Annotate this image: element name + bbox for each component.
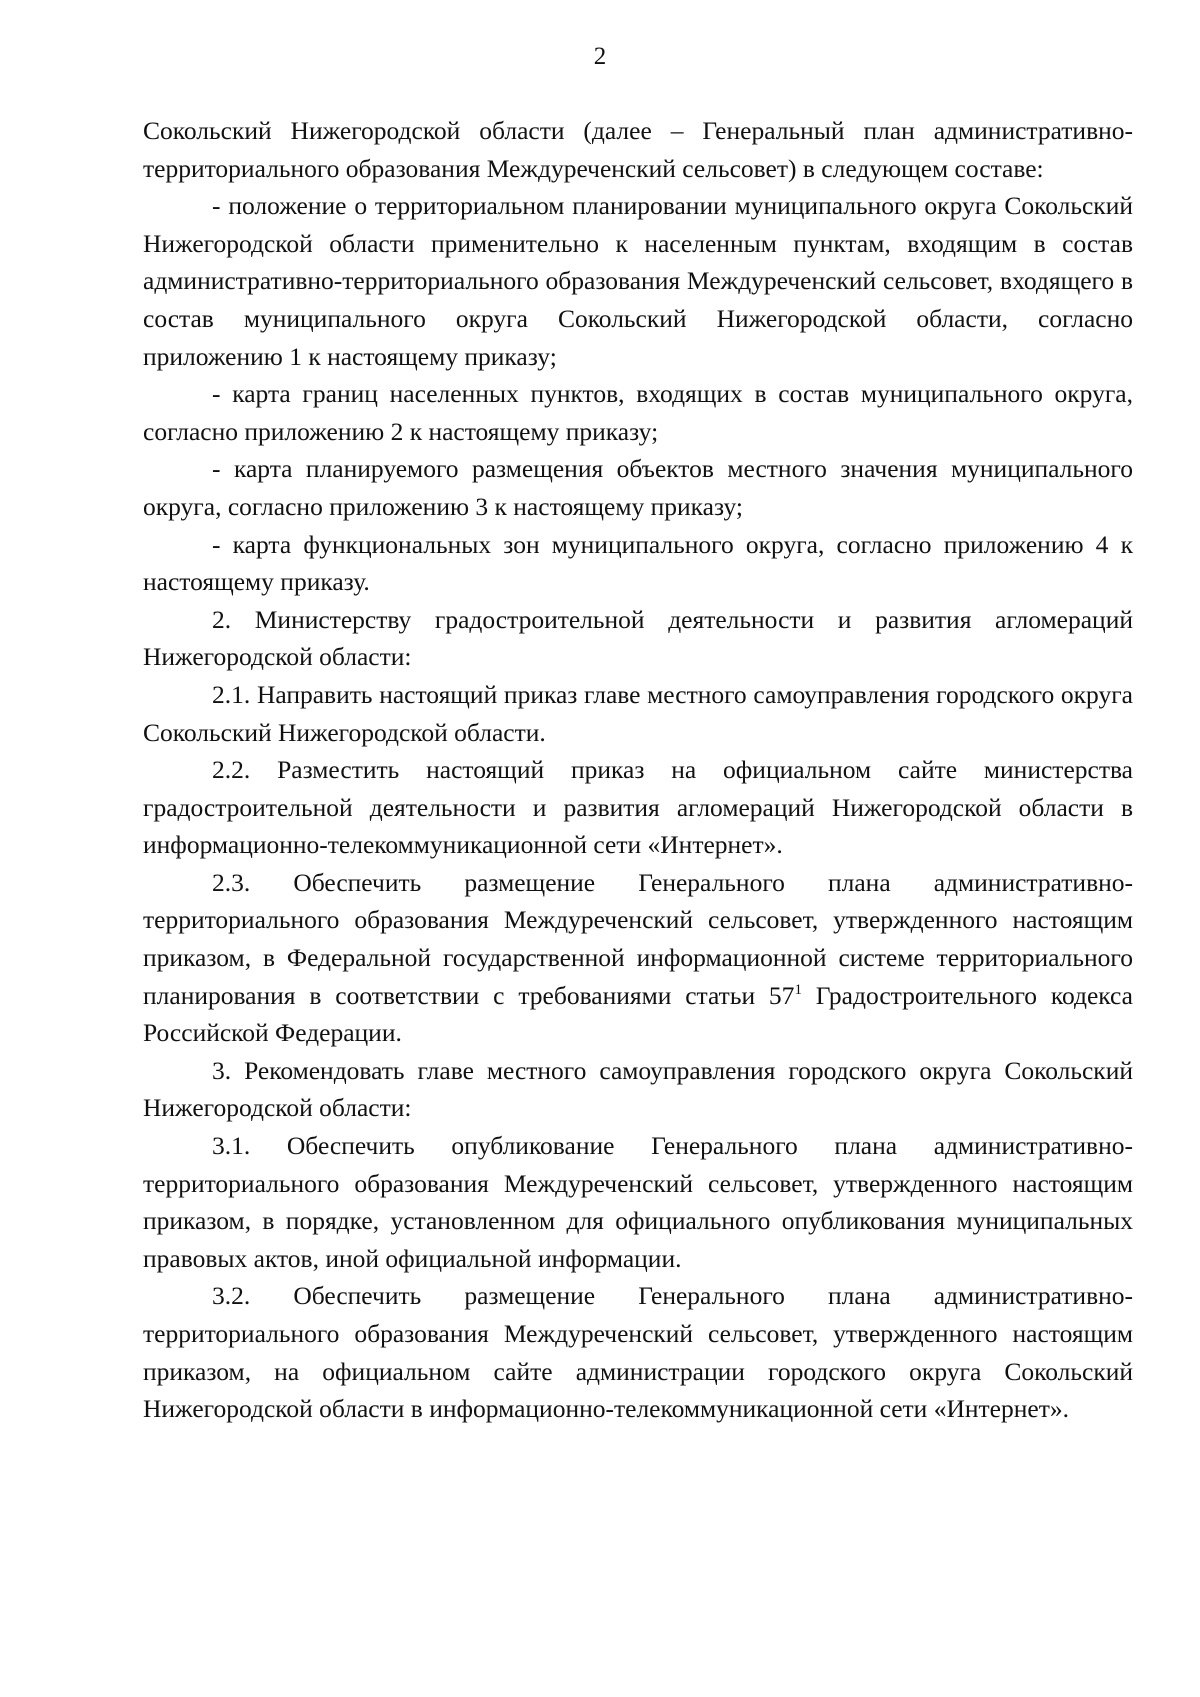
paragraph-item-2-2: 2.2. Разместить настоящий приказ на официальном сайте министерства градостроительной деятельности и развития агломераций Нижегородской области в информационно-телекоммуникационной сети «Интернет». (143, 755, 1133, 860)
paragraph-item-2-1: 2.1. Направить настоящий приказ главе местного самоуправления городского округа Сокольский Нижегородской области. (143, 679, 1133, 747)
paragraph-item-3: 3. Рекомендовать главе местного самоуправления городского округа Сокольский Нижегородской области: (143, 1055, 1133, 1123)
paragraph-provision: - положение о территориальном планировании муниципального округа Сокольский Нижегородской области применительно к населенным пунктам, входящим в состав административно-территориального образования Междуреченский сельсовет, входящего в состав муниципального округа Сокольский Нижегородской области, согласно приложению 1 к настоящему приказу; (143, 191, 1133, 371)
paragraph-objects-map: - карта планируемого размещения объектов местного значения муниципального округа, согласно приложению 3 к настоящему приказу; (143, 454, 1133, 521)
paragraph-zones-map: - карта функциональных зон муниципального округа, согласно приложению 4 к настоящему приказу. (143, 529, 1133, 597)
paragraph-item-3-1: 3.1. Обеспечить опубликование Генерального плана административно-территориального образования Междуреченский сельсовет, утвержденного настоящим приказом, в порядке, установленном для официального опубликования муниципальных правовых актов, иной официальной информации. (143, 1131, 1133, 1273)
paragraph-boundary-map: - карта границ населенных пунктов, входящих в состав муниципального округа, согласно приложению 2 к настоящему приказу; (143, 379, 1133, 446)
paragraph-item-2-3-text: 2.3. Обеспечить размещение Генерального плана административно-территориального образования Междуреченский сельсовет, утвержденного настоящим приказом, в Федеральной государственной информационной системе территориального планирования в соответствии с требованиями статьи 57 (143, 867, 1133, 1010)
paragraph-item-3-2: 3.2. Обеспечить размещение Генерального плана административно-территориального образования Междуреченский сельсовет, утвержденного настоящим приказом, на официальном сайте администрации городского округа Сокольский Нижегородской области в информационно-телекоммуникационной сети «Интернет». (143, 1281, 1133, 1424)
paragraph-item-2: 2. Министерству градостроительной деятельности и развития агломераций Нижегородской области: (143, 604, 1133, 672)
paragraph-item-2-3-tail: Градостроительного кодекса Российской Федерации. (143, 980, 1133, 1048)
paragraph-item-2-3 (143, 864, 1133, 1052)
page-number: 2 (593, 43, 607, 70)
paragraph-continuation: Сокольский Нижегородской области (далее – Генеральный план административно-территориального образования Междуреченский сельсовет) в следующем составе: (143, 116, 1133, 183)
document-body (143, 112, 1133, 1428)
article-superscript: 1 (794, 981, 802, 998)
